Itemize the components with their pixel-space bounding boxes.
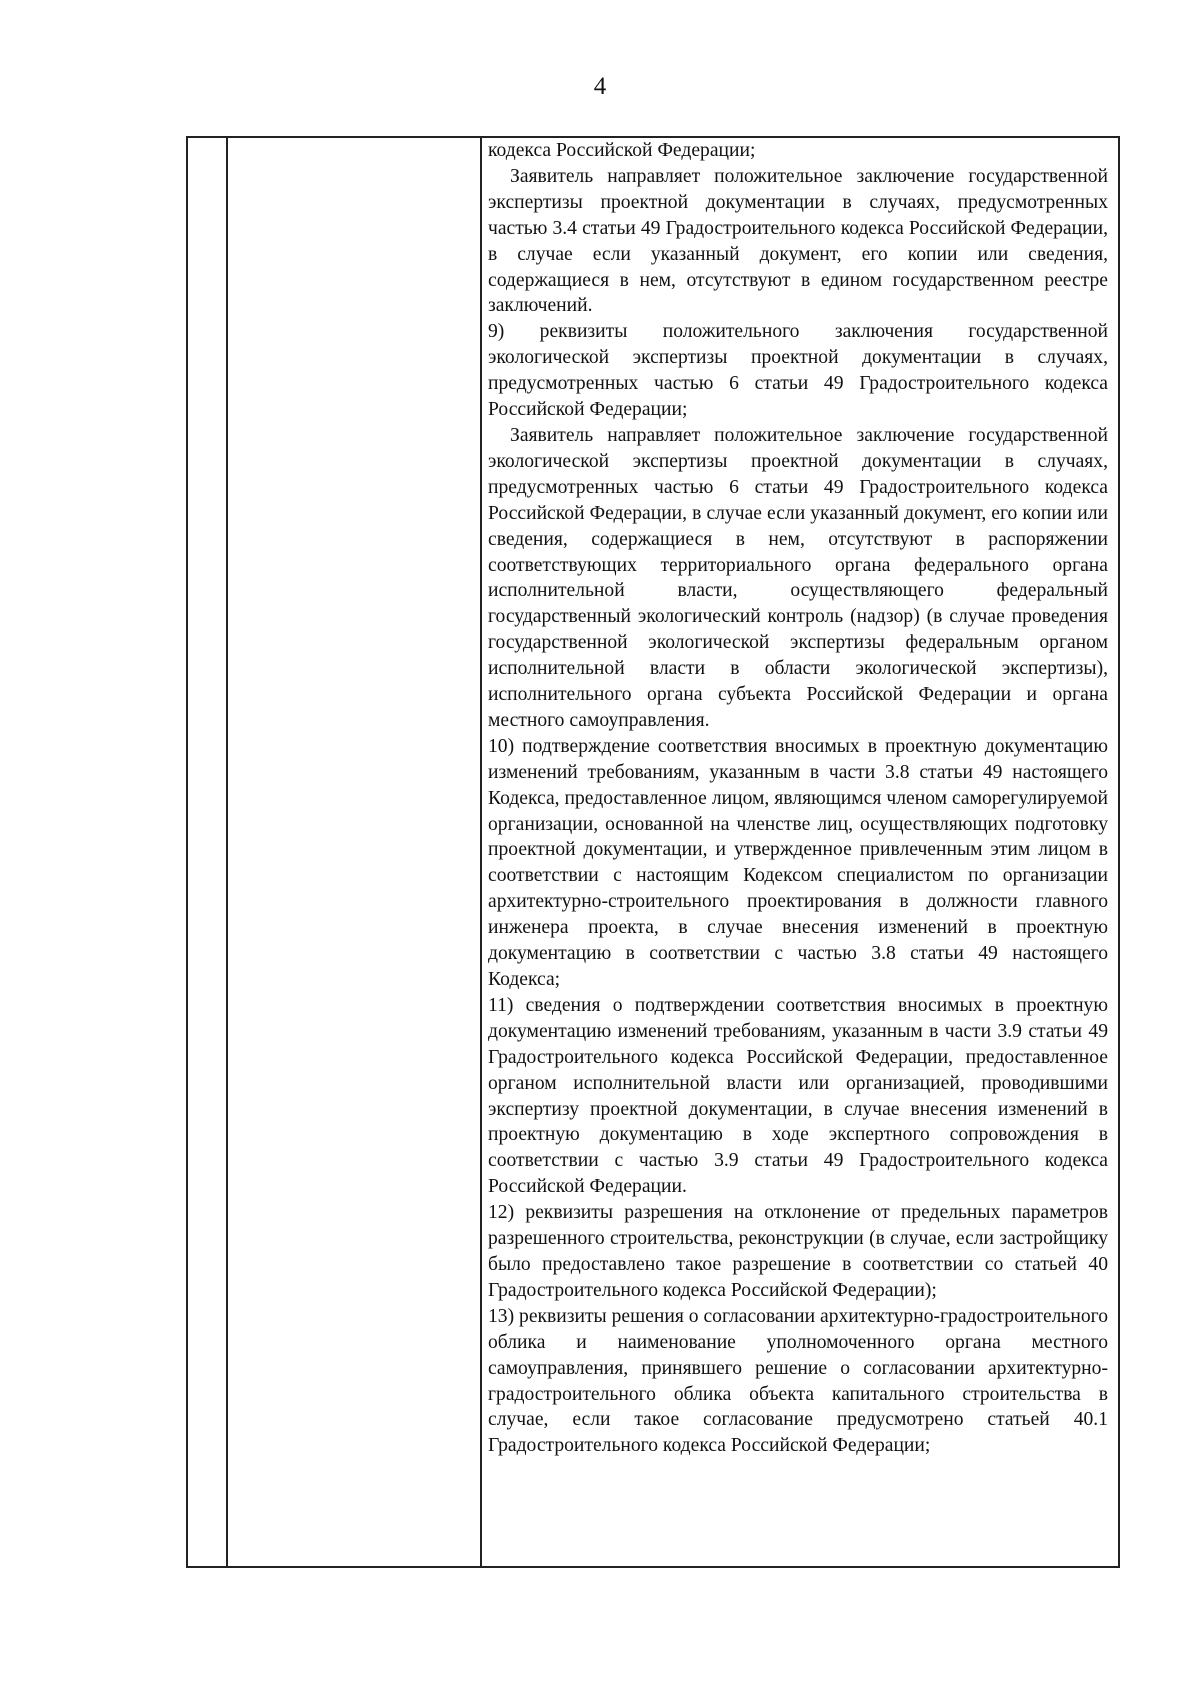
paragraph-8: 13) реквизиты решения о согласовании архитектурно-градостроительного облика и наименование уполномоченного органа местного самоуправления, принявшего решение о согласовании архитектурно-градостроительного облика объекта капитального строительства в случае, если такое согласование предусмотрено статьей 40.1 Градостроительного кодекса Российской Федерации; bbox=[488, 1305, 1108, 1457]
paragraph-7: 12) реквизиты разрешения на отклонение от предельных параметров разрешенного строительства, реконструкции (в случае, если застройщику было предоставлено такое разрешение в соответствии со статьей 40 Градостроительного кодекса Российской Федерации); bbox=[488, 1202, 1108, 1301]
page-number: 4 bbox=[593, 73, 607, 100]
paragraph-5: 10) подтверждение соответствия вносимых в проектную документацию изменений требованиям, указанным в части 3.8 статьи 49 настоящего Кодекса, предоставленное лицом, являющимся членом саморегулируемой организации, основанной на членстве лиц, осуществляющих подготовку проектной документации, и утвержденное привлеченным этим лицом в соответствии с настоящим Кодексом специалистом по организации архитектурно-строительного проектирования в должности главного инженера проекта, в случае внесения изменений в проектную документацию в соответствии с частью 3.8 статьи 49 настоящего Кодекса; bbox=[488, 735, 1108, 990]
paragraph-6: 11) сведения о подтверждении соответствия вносимых в проектную документацию изменений требованиям, указанным в части 3.9 статьи 49 Градостроительного кодекса Российской Федерации, предоставленное органом исполнительной власти или организацией, проводившими экспертизу проектной документации, в случае внесения изменений в проектную документацию в ходе экспертного сопровождения в соответствии с частью 3.9 статьи 49 Градостроительного кодекса Российской Федерации. bbox=[488, 994, 1108, 1198]
table-column-divider-1 bbox=[226, 138, 228, 1566]
paragraph-2: Заявитель направляет положительное заключение государственной экспертизы проектной документации в случаях, предусмотренных частью 3.4 статьи 49 Градостроительного кодекса Российской Федерации, в случае если указанный документ, его копии или сведения, содержащиеся в нем, отсутствуют в едином государственном реестре заключений. bbox=[488, 165, 1108, 317]
paragraph-3: 9) реквизиты положительного заключения государственной экологической экспертизы проектной документации в случаях, предусмотренных частью 6 статьи 49 Градостроительного кодекса Российской Федерации; bbox=[488, 321, 1108, 421]
document-table bbox=[186, 136, 1120, 1568]
paragraph-1: кодекса Российской Федерации; bbox=[488, 140, 756, 161]
table-column-divider-2 bbox=[480, 138, 482, 1566]
table-text-cell bbox=[488, 138, 1108, 1459]
paragraph-4: Заявитель направляет положительное заключение государственной экологической экспертизы проектной документации в случаях, предусмотренных частью 6 статьи 49 Градостроительного кодекса Российской Федерации, в случае если указанный документ, его копии или сведения, содержащиеся в нем, отсутствуют в распоряжении соответствующих территориального органа федерального органа исполнительной власти, осуществляющего федеральный государственный экологический контроль (надзор) (в случае проведения государственной экологической экспертизы федеральным органом исполнительной власти в области экологической экспертизы), исполнительного органа субъекта Российской Федерации и органа местного самоуправления. bbox=[488, 424, 1108, 731]
